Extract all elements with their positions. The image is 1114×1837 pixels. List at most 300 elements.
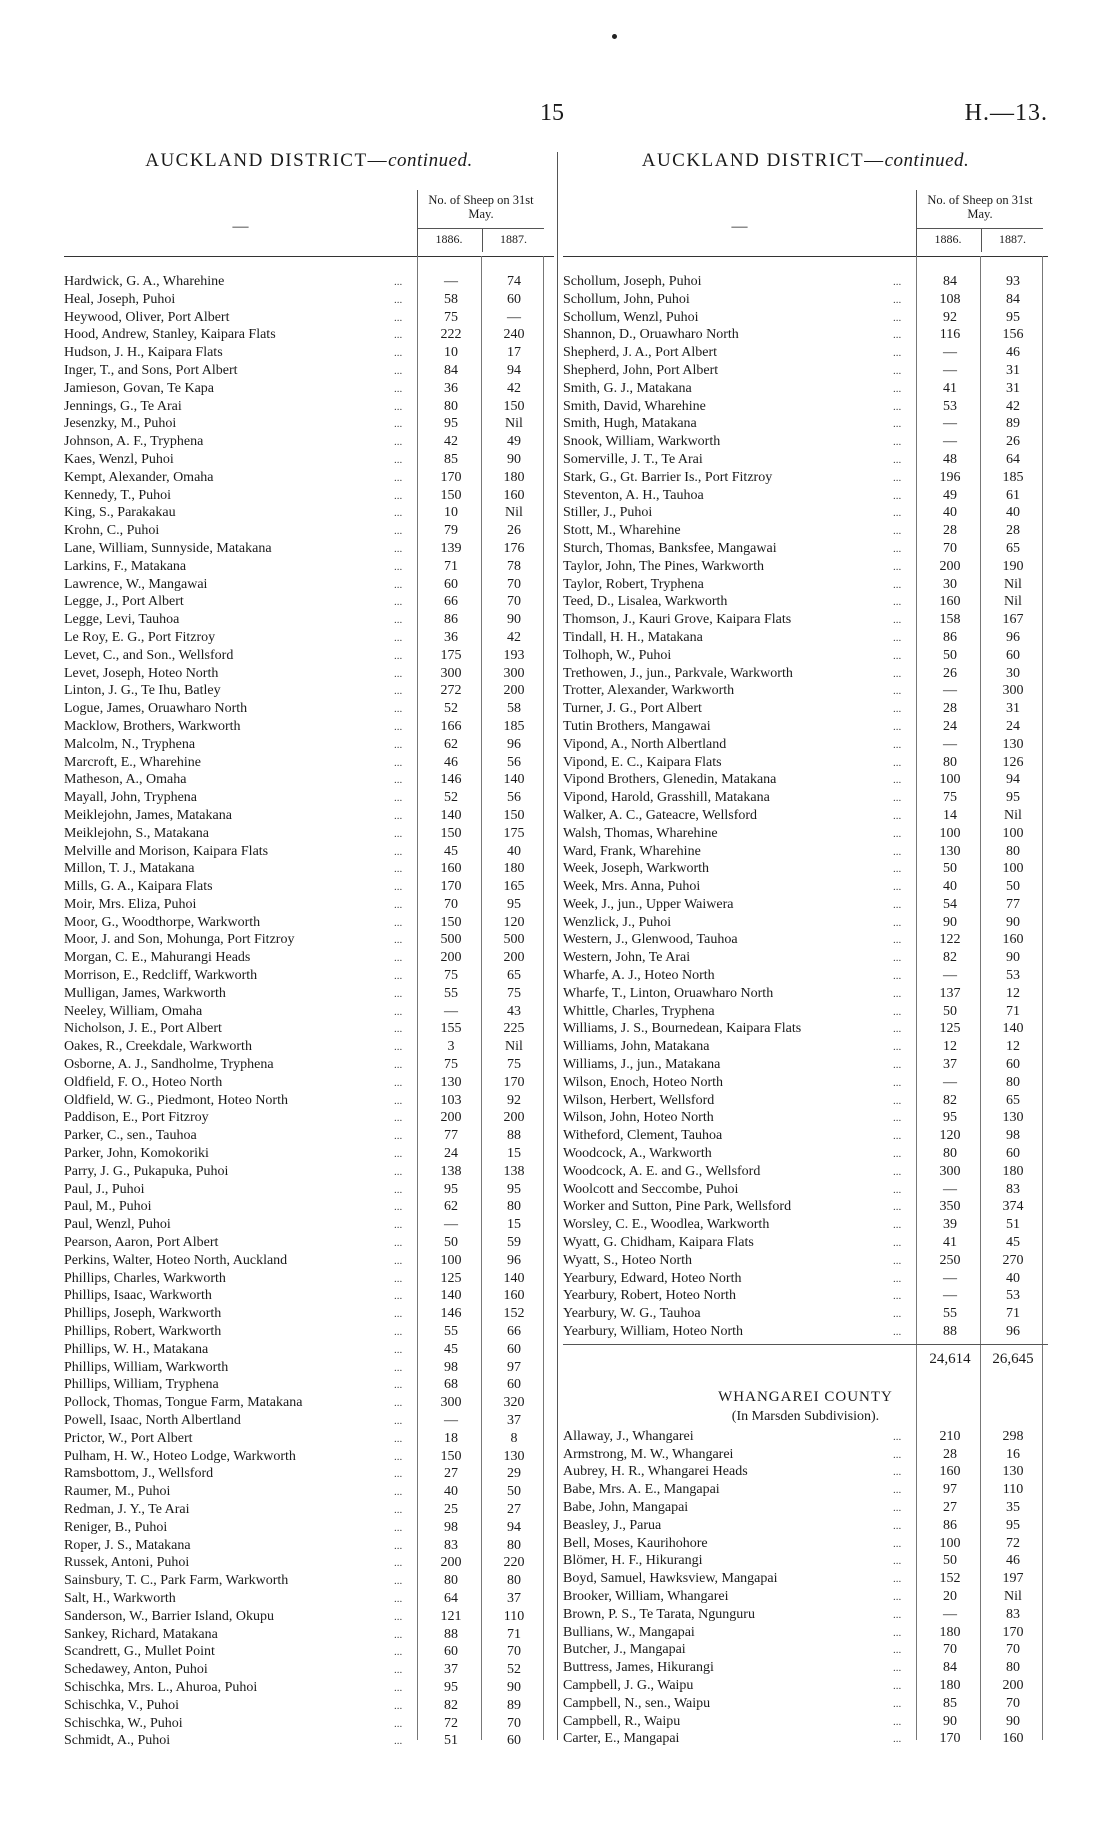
sheep-1887: 37 (507, 1413, 521, 1428)
sheep-1886: 200 (440, 1555, 462, 1571)
owner-name: Levet, C., and Son., Wellsford (64, 647, 234, 663)
owner-name: Trethowen, J., jun., Parkvale, Warkworth (563, 665, 793, 681)
owner-name: Yearbury, Robert, Hoteo North (563, 1288, 737, 1304)
owner-name: Pollock, Thomas, Tongue Farm, Matakana (64, 1395, 303, 1411)
sheep-1886: 100 (939, 1535, 961, 1551)
leader-dots: ... (893, 827, 902, 840)
sheep-1886: 86 (444, 612, 458, 628)
leader-dots: ... (893, 1130, 902, 1143)
table-row (64, 1538, 554, 1556)
sheep-1886: 80 (943, 1146, 957, 1162)
sheep-1886: 45 (444, 843, 458, 859)
owner-name: Jennings, G., Te Arai (64, 398, 182, 414)
sheep-1887: 170 (1002, 1624, 1024, 1640)
table-row (64, 772, 554, 790)
leader-dots: ... (394, 1664, 403, 1677)
table-row (64, 1342, 554, 1360)
sheep-1886: — (943, 416, 957, 432)
table-row (563, 505, 1048, 523)
leader-dots: ... (394, 1575, 403, 1588)
owner-name: Hood, Andrew, Stanley, Kaipara Flats (64, 327, 276, 343)
owner-name: Vipond, E. C., Kaipara Flats (563, 754, 722, 770)
table-row (563, 363, 1048, 381)
leader-dots: ... (394, 898, 403, 911)
sheep-1887: 8 (510, 1430, 518, 1446)
sheep-1887: 96 (1006, 629, 1020, 645)
leader-dots: ... (394, 970, 403, 983)
table-row (64, 1644, 554, 1662)
sheep-1886: 130 (939, 843, 961, 859)
table-row (563, 452, 1048, 470)
leader-dots: ... (893, 756, 902, 769)
owner-name: Vipond Brothers, Glenedin, Matakana (563, 772, 777, 788)
table-row (563, 1253, 1048, 1271)
table-row (64, 1377, 554, 1395)
owner-name: Mulligan, James, Warkworth (64, 985, 226, 1001)
sheep-1887: 88 (507, 1128, 521, 1144)
sheep-1886: 100 (939, 825, 961, 841)
owner-name: Bullians, W., Mangapai (563, 1624, 695, 1640)
leader-dots: ... (893, 382, 902, 395)
table-row (563, 648, 1048, 666)
table-row (563, 1093, 1048, 1111)
owner-name: Logue, James, Oruawharo North (64, 701, 248, 717)
leader-dots: ... (893, 400, 902, 413)
owner-name: Sankey, Richard, Matakana (64, 1626, 218, 1642)
owner-name: Tolhoph, W., Puhoi (563, 647, 672, 663)
sheep-1887: 65 (507, 968, 521, 984)
leader-dots: ... (893, 507, 902, 520)
sheep-1886: — (943, 1288, 957, 1304)
sheep-1886: 49 (943, 487, 957, 503)
sheep-1887: 120 (503, 914, 525, 930)
sheep-1887: 90 (1006, 914, 1020, 930)
sheep-1887: 42 (1006, 398, 1020, 414)
sheep-1887: 95 (1006, 309, 1020, 325)
sheep-1887: 60 (507, 1341, 521, 1357)
sheep-1887: 150 (503, 807, 525, 823)
leader-dots: ... (893, 1644, 902, 1657)
sheep-1886: 80 (943, 754, 957, 770)
leader-dots: ... (394, 1112, 403, 1125)
leader-dots: ... (394, 542, 403, 555)
leader-dots: ... (394, 1005, 403, 1018)
leader-dots: ... (394, 276, 403, 288)
sheep-1886: 100 (440, 1252, 462, 1268)
sheep-1887: 95 (1006, 790, 1020, 806)
sheep-1887: 40 (507, 843, 521, 859)
table-row (563, 826, 1048, 844)
sheep-1886: 155 (440, 1021, 462, 1037)
owner-name: Western, J., Glenwood, Tauhoa (563, 932, 738, 948)
sheep-1887: 374 (1002, 1199, 1024, 1215)
owner-name: Parker, C., sen., Tauhoa (64, 1128, 197, 1144)
sheep-1887: 150 (503, 398, 525, 414)
sheep-1886: 160 (939, 1464, 961, 1480)
owner-name: Schedawey, Anton, Puhoi (64, 1662, 208, 1678)
sheep-1887: 180 (503, 469, 525, 485)
owner-name: Phillips, Robert, Warkworth (64, 1324, 222, 1340)
owner-name: Mayall, John, Tryphena (64, 790, 197, 806)
sheep-1886: 95 (943, 1110, 957, 1126)
leader-dots: ... (893, 1254, 902, 1267)
table-row (64, 434, 554, 452)
sheep-1887: 64 (1006, 451, 1020, 467)
table-row (563, 1057, 1048, 1075)
owner-name: Schollum, Wenzl, Puhoi (563, 309, 699, 325)
owner-name: Lawrence, W., Mangawai (64, 576, 208, 592)
sheep-1887: 140 (503, 772, 525, 788)
sheep-1886: 86 (943, 1517, 957, 1533)
table-row (563, 986, 1048, 1004)
owner-name: Blömer, H. F., Hikurangi (563, 1553, 703, 1569)
table-row (563, 488, 1048, 506)
table-row (64, 1449, 554, 1467)
sheep-1886: 3 (447, 1039, 455, 1055)
sheep-1887: 31 (1006, 701, 1020, 717)
leader-dots: ... (394, 703, 403, 716)
sheep-1887: 80 (1006, 843, 1020, 859)
sheep-1886: 68 (444, 1377, 458, 1393)
leader-dots: ... (394, 1041, 403, 1054)
leader-dots: ... (893, 1183, 902, 1196)
leader-dots: ... (893, 1201, 902, 1214)
owner-name: Smith, David, Wharehine (563, 398, 706, 414)
owner-name: Campbell, J. G., Waipu (563, 1677, 694, 1693)
owner-name: Woodcock, A., Warkworth (563, 1146, 712, 1162)
table-row (64, 1591, 554, 1609)
table-row (563, 1553, 1048, 1571)
table-row (64, 452, 554, 470)
sheep-1886: 60 (444, 1644, 458, 1660)
table-row (563, 879, 1048, 897)
sheep-1886: 88 (444, 1626, 458, 1642)
sheep-1887: 90 (507, 612, 521, 628)
sheep-1886: 108 (939, 291, 961, 307)
owner-name: Brooker, William, Whangarei (563, 1588, 729, 1604)
owner-name: Yearbury, W. G., Tauhoa (563, 1306, 701, 1322)
section-title: WHANGAREI COUNTY (718, 1388, 893, 1405)
leader-dots: ... (394, 1717, 403, 1730)
total-row (563, 1344, 1048, 1377)
table-row (64, 1360, 554, 1378)
table-row (64, 577, 554, 595)
table-row (64, 897, 554, 915)
sheep-1886: 62 (444, 736, 458, 752)
sheep-1886: 100 (939, 772, 961, 788)
sheep-1886: 50 (943, 861, 957, 877)
table-row (64, 844, 554, 862)
sheep-1887: 95 (507, 1181, 521, 1197)
leader-dots: ... (394, 382, 403, 395)
table-row (563, 1678, 1048, 1696)
sheep-1886: — (943, 1181, 957, 1197)
leader-dots: ... (394, 1361, 403, 1374)
owner-name: Levet, Joseph, Hoteo North (64, 665, 219, 681)
table-row (563, 1021, 1048, 1039)
sheep-1886: 79 (444, 523, 458, 539)
table-row (563, 701, 1048, 719)
leader-dots: ... (893, 934, 902, 947)
sheep-1886: 53 (943, 398, 957, 414)
table-row (64, 1733, 554, 1751)
owner-name: Yearbury, Edward, Hoteo North (563, 1270, 742, 1286)
sheep-1887: 98 (1006, 1128, 1020, 1144)
sheep-1887: 100 (1002, 825, 1024, 841)
sheep-1886: 95 (444, 1181, 458, 1197)
owner-name: Yearbury, William, Hoteo North (563, 1324, 743, 1340)
owner-name: Phillips, W. H., Matakana (64, 1341, 209, 1357)
sheep-1887: 175 (503, 825, 525, 841)
owner-name: Phillips, Isaac, Warkworth (64, 1288, 212, 1304)
sheep-1887: 95 (507, 896, 521, 912)
table-row (64, 1413, 554, 1431)
sheep-1886: 39 (943, 1217, 957, 1233)
leader-dots: ... (893, 898, 902, 911)
sheep-1887: 300 (503, 665, 525, 681)
sheep-1886: 103 (440, 1092, 462, 1108)
sheep-1887: 70 (1006, 1642, 1020, 1658)
sheep-1887: 180 (1002, 1163, 1024, 1179)
owner-name: Powell, Isaac, North Albertland (64, 1413, 241, 1428)
sheep-1886: — (943, 345, 957, 361)
sheep-1887: 240 (503, 327, 525, 343)
leader-dots: ... (394, 1450, 403, 1463)
leader-dots: ... (893, 560, 902, 573)
sheep-1887: 97 (507, 1359, 521, 1375)
leader-dots: ... (394, 471, 403, 484)
table-row (64, 363, 554, 381)
owner-name: Ramsbottom, J., Wellsford (64, 1466, 214, 1482)
sheep-1887: 58 (507, 701, 521, 717)
sheep-1886: 90 (943, 914, 957, 930)
sheep-1886: 12 (943, 1039, 957, 1055)
owner-name: Marcroft, E., Wharehine (64, 754, 201, 770)
leader-dots: ... (893, 881, 902, 894)
sheep-1887: Nil (505, 505, 523, 521)
leader-dots: ... (394, 1023, 403, 1036)
table-row (64, 292, 554, 310)
leader-dots: ... (394, 1610, 403, 1623)
leader-dots: ... (394, 614, 403, 627)
leader-dots: ... (893, 916, 902, 929)
owner-name: Smith, Hugh, Matakana (563, 416, 697, 432)
owner-name: Williams, John, Matakana (563, 1039, 710, 1055)
sheep-1887: 56 (507, 790, 521, 806)
table-row (64, 1057, 554, 1075)
sheep-1886: 125 (939, 1021, 961, 1037)
sheep-1886: 70 (444, 896, 458, 912)
sheep-1887: 167 (1002, 612, 1024, 628)
leader-dots: ... (394, 1539, 403, 1552)
leader-dots: ... (893, 1148, 902, 1161)
sheep-1886: 98 (444, 1359, 458, 1375)
table-row (64, 345, 554, 363)
sheep-1887: 46 (1006, 345, 1020, 361)
table-row (64, 1235, 554, 1253)
table-row (563, 1182, 1048, 1200)
sheep-1886: 40 (943, 879, 957, 895)
leader-dots: ... (893, 596, 902, 609)
table-row (563, 1146, 1048, 1164)
section-subtitle: (In Marsden Subdivision). (731, 1408, 880, 1424)
sheep-1887: 225 (503, 1021, 525, 1037)
owner-name: Wilson, Enoch, Hoteo North (563, 1074, 724, 1090)
sheep-1887: 60 (1006, 1057, 1020, 1073)
sheep-1887: Nil (1004, 594, 1022, 610)
sheep-1887: 152 (503, 1306, 525, 1322)
table-row (563, 1164, 1048, 1182)
sheep-1887: 60 (1006, 647, 1020, 663)
sheep-1887: 92 (507, 1092, 521, 1108)
sheep-1886: 300 (440, 665, 462, 681)
table-row (563, 434, 1048, 452)
table-row (64, 612, 554, 630)
sheep-1886: 75 (943, 790, 957, 806)
sheep-1887: 200 (503, 950, 525, 966)
sheep-1887: 28 (1006, 523, 1020, 539)
table-row (563, 541, 1048, 559)
owner-name: Moor, J. and Son, Mohunga, Port Fitzroy (64, 932, 295, 948)
table-row (563, 808, 1048, 826)
leader-dots: ... (394, 1130, 403, 1143)
owner-name: Pulham, H. W., Hoteo Lodge, Warkworth (64, 1448, 296, 1464)
sheep-1886: — (943, 1606, 957, 1622)
sheep-1887: 96 (507, 1252, 521, 1268)
sheep-1886: 140 (440, 807, 462, 823)
sheep-1887: 298 (1002, 1428, 1024, 1444)
leader-dots: ... (394, 525, 403, 538)
owner-name: Meiklejohn, S., Matakana (64, 825, 210, 841)
table-row (563, 274, 1048, 292)
column-divider (557, 152, 558, 1740)
sheep-1886: — (444, 1003, 458, 1019)
owner-name: Legge, J., Port Albert (64, 594, 184, 610)
sheep-1887: 70 (507, 576, 521, 592)
table-row (563, 932, 1048, 950)
sheep-1887: 75 (507, 1057, 521, 1073)
table-row (64, 1004, 554, 1022)
sheep-1886: 25 (444, 1501, 458, 1517)
owner-name: Wenzlick, J., Puhoi (563, 914, 672, 930)
table-row (64, 755, 554, 773)
owner-name: Moir, Mrs. Eliza, Puhoi (64, 896, 197, 912)
owner-name: Johnson, A. F., Tryphena (64, 434, 204, 450)
owner-name: Russek, Antoni, Puhoi (64, 1555, 190, 1571)
table-row (563, 755, 1048, 773)
leader-dots: ... (893, 1733, 902, 1746)
leader-dots: ... (394, 952, 403, 965)
table-row (64, 399, 554, 417)
sheep-1887: 130 (1002, 1110, 1024, 1126)
leader-dots: ... (893, 453, 902, 466)
sheep-1886: 138 (440, 1163, 462, 1179)
sheep-1887: 42 (507, 629, 521, 645)
owner-name: Brown, P. S., Te Tarata, Ngunguru (563, 1606, 755, 1622)
right-entries (563, 274, 1048, 1749)
table-row (563, 327, 1048, 345)
table-row (64, 274, 554, 292)
sheep-1886: — (943, 968, 957, 984)
column-header (563, 190, 1048, 257)
owner-name: Steventon, A. H., Tauhoa (563, 487, 704, 503)
sheep-1886: 139 (440, 540, 462, 556)
sheep-1887: 100 (1002, 861, 1024, 877)
table-row (563, 1625, 1048, 1643)
sheep-1887: 17 (507, 345, 521, 361)
sheep-1887: 52 (507, 1662, 521, 1678)
sheep-1887: 71 (507, 1626, 521, 1642)
sheep-1887: 90 (507, 1679, 521, 1695)
sheep-1887: 12 (1006, 1039, 1020, 1055)
sheep-1887: 96 (1006, 1324, 1020, 1340)
owner-name: Hardwick, G. A., Wharehine (64, 274, 225, 289)
owner-name: Turner, J. G., Port Albert (563, 701, 702, 717)
sheep-1886: 60 (444, 576, 458, 592)
sheep-1887: 50 (507, 1484, 521, 1500)
table-row (64, 719, 554, 737)
leader-dots: ... (893, 1272, 902, 1285)
leader-dots: ... (394, 1415, 403, 1427)
leader-dots: ... (394, 881, 403, 894)
sheep-1887: 130 (1002, 1464, 1024, 1480)
sheep-1887: 70 (507, 594, 521, 610)
sheep-1887: 15 (507, 1217, 521, 1233)
sheep-1887: 160 (503, 487, 525, 503)
sheep-1886: 120 (939, 1128, 961, 1144)
table-row (64, 505, 554, 523)
sheep-1887: 74 (507, 274, 521, 289)
total-1886: 24,614 (929, 1350, 971, 1367)
table-row (64, 1662, 554, 1680)
sheep-1887: 80 (1006, 1074, 1020, 1090)
sheep-1886: 48 (943, 451, 957, 467)
leader-dots: ... (394, 720, 403, 733)
sheep-1886: 18 (444, 1430, 458, 1446)
table-row (64, 1271, 554, 1289)
leader-dots: ... (893, 293, 902, 306)
sheep-1886: 75 (444, 1057, 458, 1073)
owner-name: Perkins, Walter, Hoteo North, Auckland (64, 1252, 288, 1268)
owner-name: Mills, G. A., Kaipara Flats (64, 879, 213, 895)
table-row (563, 1731, 1048, 1749)
owner-name: Beasley, J., Parua (563, 1517, 662, 1533)
owner-name: Schmidt, A., Puhoi (64, 1733, 171, 1749)
total-1887: 26,645 (992, 1350, 1034, 1367)
leader-dots: ... (394, 774, 403, 787)
table-row (563, 1660, 1048, 1678)
table-row (563, 1235, 1048, 1253)
table-row (64, 1324, 554, 1342)
leader-dots: ... (893, 436, 902, 449)
table-row (563, 1607, 1048, 1625)
table-row (64, 1431, 554, 1449)
table-row (64, 1093, 554, 1111)
sheep-1886: 10 (444, 505, 458, 521)
table-row (563, 630, 1048, 648)
sheep-1886: 175 (440, 647, 462, 663)
sheep-1886: 500 (440, 932, 462, 948)
owner-name: Buttress, James, Hikurangi (563, 1660, 714, 1676)
sheep-1886: 80 (444, 398, 458, 414)
year-1886: 1886. (934, 232, 962, 246)
sheep-1887: 180 (503, 861, 525, 877)
owner-name: Moor, G., Woodthorpe, Warkworth (64, 914, 261, 930)
sheep-1887: 110 (503, 1608, 525, 1624)
leader-dots: ... (394, 1308, 403, 1321)
table-row (64, 1609, 554, 1627)
leader-dots: ... (893, 809, 902, 822)
